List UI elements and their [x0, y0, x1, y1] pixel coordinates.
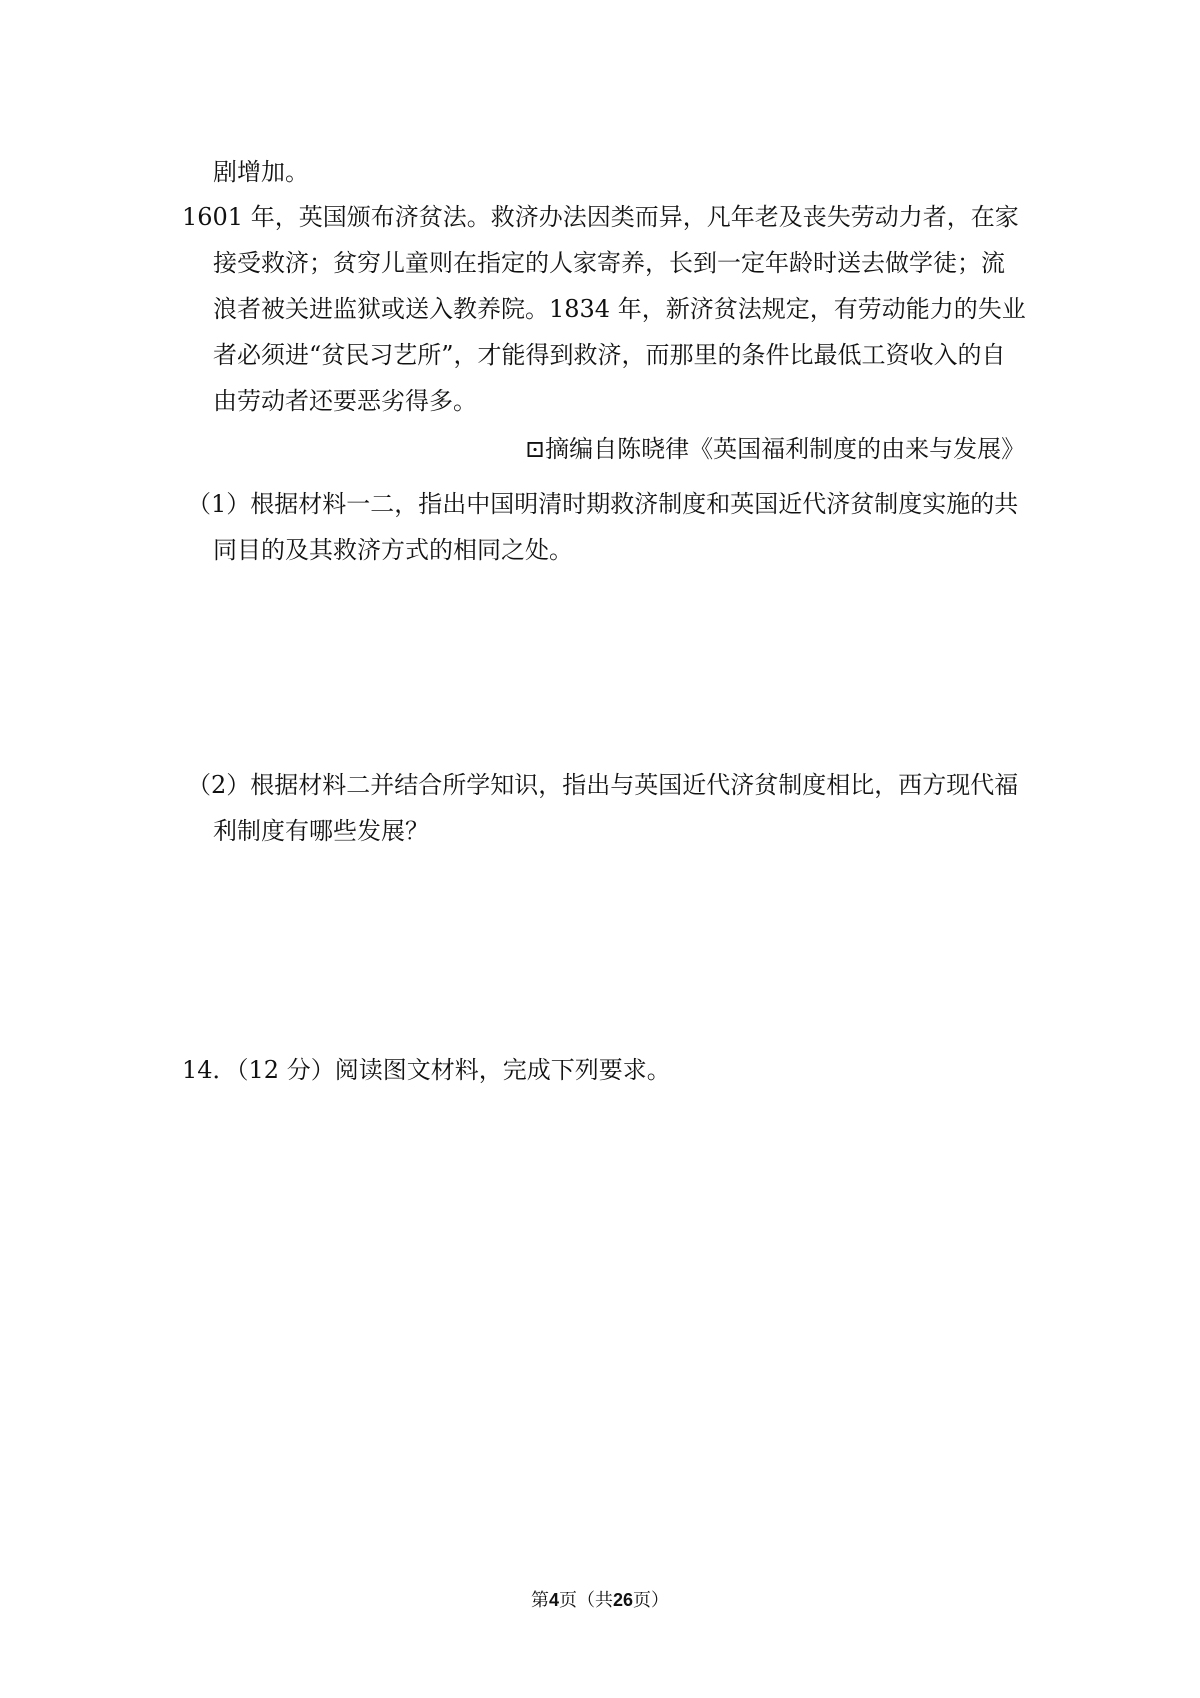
text-line-poor-law-1601: 1601 年，英国颁布济贫法。救济办法因类而异，凡年老及丧失劳动力者，在家 [182, 203, 1019, 231]
question-2: （2）根据材料二并结合所学知识，指出与英国近代济贫制度相比，西方现代福 [187, 771, 1019, 799]
question-1-continued: 同目的及其救济方式的相同之处。 [213, 536, 573, 564]
source-citation: ⊡摘编自陈晓律《英国福利制度的由来与发展》 [525, 435, 1026, 463]
footer-suffix: 页） [633, 1590, 670, 1611]
question-1: （1）根据材料一二，指出中国明清时期救济制度和英国近代济贫制度实施的共 [187, 490, 1019, 518]
question-14-heading: 14．（12 分）阅读图文材料，完成下列要求。 [182, 1056, 671, 1084]
text-line-continuation: 剧增加。 [213, 158, 309, 186]
text-line-new-poor-law-1834: 浪者被关进监狱或送入教养院。1834 年，新济贫法规定，有劳动能力的失业 [213, 295, 1026, 323]
current-page-number: 4 [548, 1590, 559, 1610]
text-line: 由劳动者还要恶劣得多。 [213, 387, 477, 415]
footer-prefix: 第 [530, 1590, 549, 1611]
text-line: 接受救济；贫穷儿童则在指定的人家寄养，长到一定年龄时送去做学徒；流 [213, 249, 1005, 277]
page-footer [0, 1588, 1200, 1613]
total-pages-number: 26 [612, 1590, 634, 1610]
text-line: 者必须进“贫民习艺所”，才能得到救济，而那里的条件比最低工资收入的自 [213, 341, 1006, 369]
question-2-continued: 利制度有哪些发展？ [213, 817, 429, 845]
footer-middle: 页（共 [558, 1590, 613, 1611]
